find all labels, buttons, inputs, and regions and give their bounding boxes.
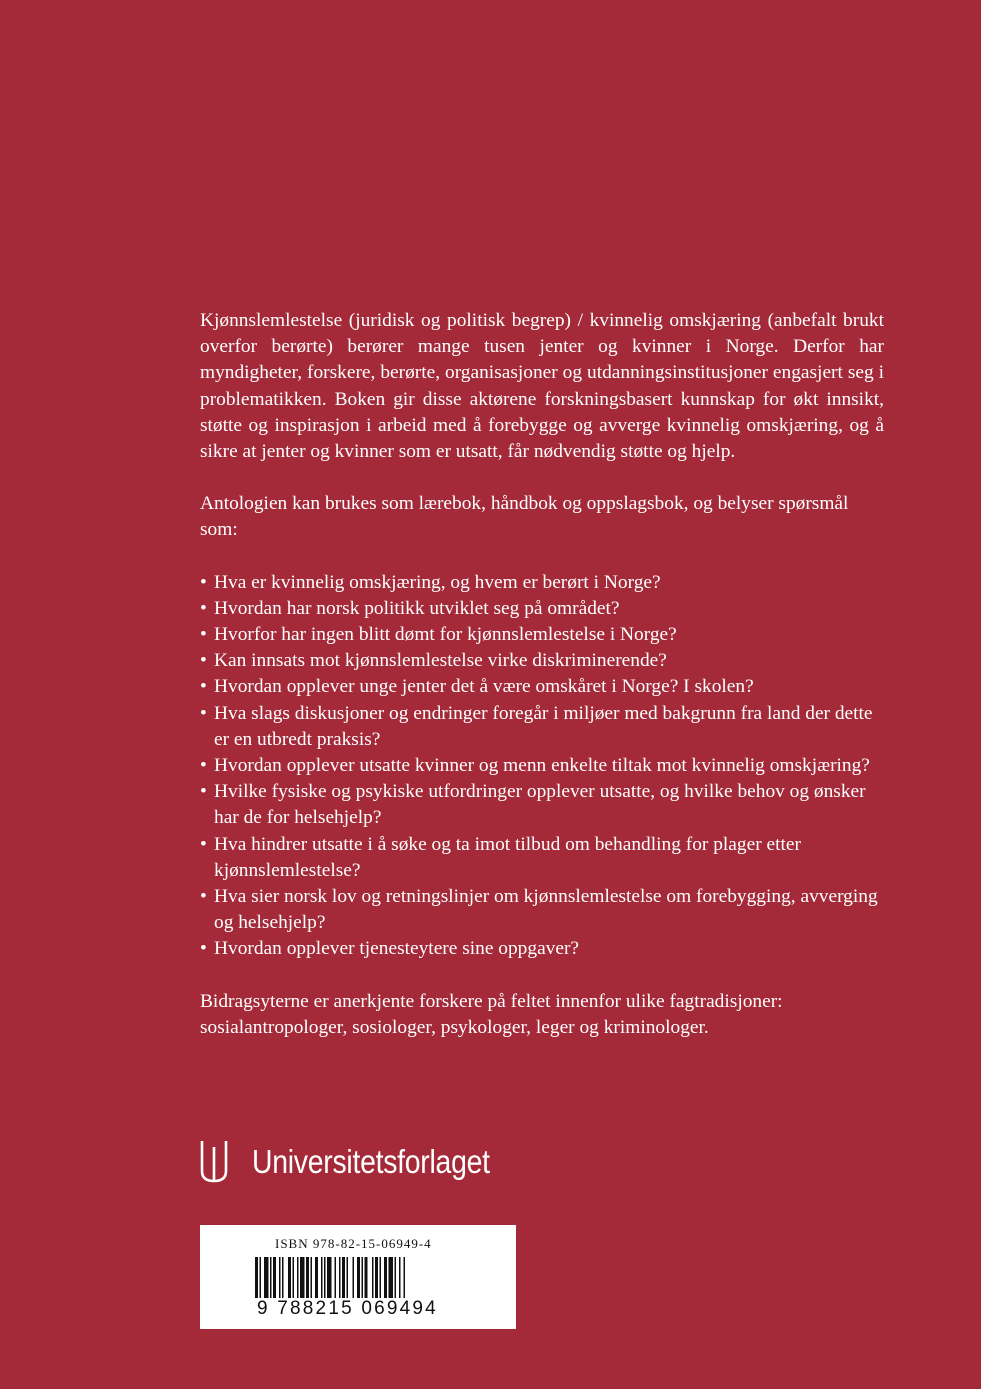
paragraph-spacer: [200, 544, 884, 570]
contributors-paragraph: Bidragsyterne er anerkjente forskere på feltet innenfor ulike fagtradisjoner: sosialantropologer, sosiologer, psykologer, leger og kriminologer.: [200, 990, 783, 1038]
universitetsforlaget-logo-icon: [200, 1141, 228, 1183]
question-item: • Hvilke fysiske og psykiske utfordringer opplever utsatte, og hvilke behov og ønsker har de for helsehjelp?: [200, 779, 884, 831]
question-item: • Hva sier norsk lov og retningslinjer om kjønnslemlestelse om forebygging, avverging og helsehjelp?: [200, 884, 884, 936]
antology-paragraph: Antologien kan brukes som lærebok, håndbok og oppslagsbok, og belyser spørsmål som:: [200, 493, 849, 541]
back-cover-text: [200, 308, 884, 1041]
question-list: [200, 570, 884, 963]
intro-paragraph: Kjønnslemlestelse (juridisk og politisk begrep) / kvinnelig omskjæring (anbefalt brukt overfor berørte) berører mange tusen jenter og kvinner i Norge. Derfor har myndigheter, forskere, berørte, organisasjoner og utdanningsinstitusjoner engasjert seg i problematikken. Boken gir disse aktørene forskningsbasert kunnskap for økt innsikt, støtte og inspirasjon i arbeid med å forebygge og avverge kvinnelig omskjæring, og å sikre at jenter og kvinner som er utsatt, får nødvendig støtte og hjelp.: [200, 310, 884, 463]
barcode-digits: 9 788215 069494: [257, 1298, 438, 1319]
question-item: • Hva hindrer utsatte i å søke og ta imot tilbud om behandling for plager etter kjønnslemlestelse?: [200, 832, 884, 884]
question-item: • Hvordan opplever tjenesteytere sine oppgaver?: [200, 936, 884, 962]
barcode-label: [200, 1225, 516, 1329]
paragraph-spacer: [200, 465, 884, 491]
isbn-number: ISBN 978-82-15-06949-4: [275, 1236, 432, 1251]
question-item: • Hvordan har norsk politikk utviklet seg på området?: [200, 596, 884, 622]
paragraph-spacer: [200, 963, 884, 989]
publisher-imprint: [200, 1140, 528, 1184]
question-item: • Hvordan opplever unge jenter det å være omskåret i Norge? I skolen?: [200, 674, 884, 700]
question-item: • Kan innsats mot kjønnslemlestelse virke diskriminerende?: [200, 648, 884, 674]
question-item: • Hvorfor har ingen blitt dømt for kjønnslemlestelse i Norge?: [200, 622, 884, 648]
question-item: • Hva er kvinnelig omskjæring, og hvem er berørt i Norge?: [200, 570, 884, 596]
question-item: • Hvordan opplever utsatte kvinner og menn enkelte tiltak mot kvinnelig omskjæring?: [200, 753, 884, 779]
question-item: • Hva slags diskusjoner og endringer foregår i miljøer med bakgrunn fra land der dette er en utbredt praksis?: [200, 701, 884, 753]
publisher-name: Universitetsforlaget: [252, 1143, 490, 1180]
